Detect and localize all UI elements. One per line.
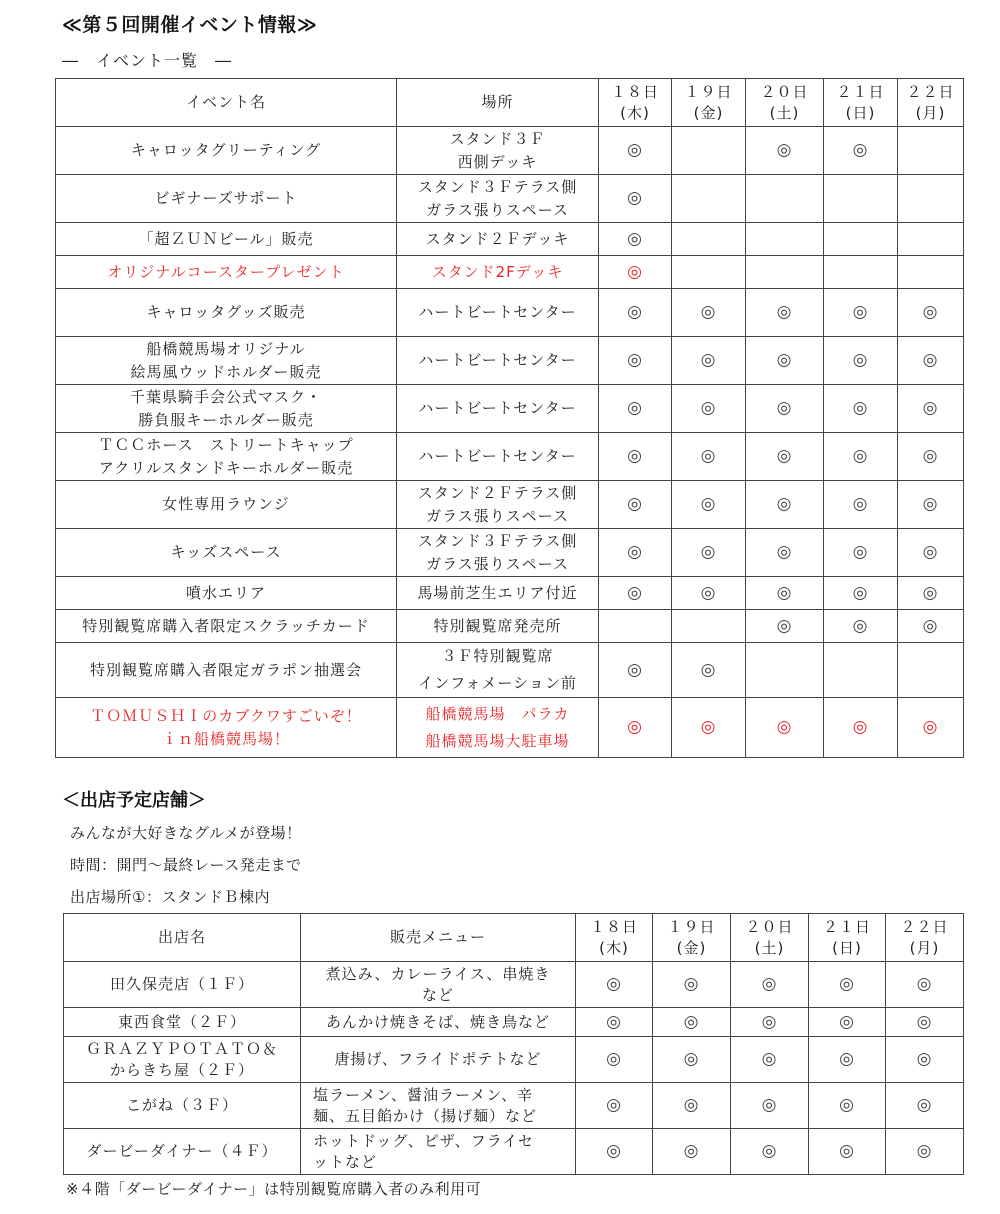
schedule-mark-cell: ◎ [824, 337, 898, 385]
schedule-mark-cell: ◎ [886, 1083, 964, 1129]
schedule-mark-cell [898, 256, 964, 289]
schedule-mark-cell: ◎ [599, 289, 672, 337]
schedule-mark-cell: ◎ [672, 529, 746, 577]
schedule-mark-cell: ◎ [731, 1083, 809, 1129]
line-1: 船橋競馬場オリジナル [146, 339, 306, 358]
line-1: スタンド３Ｆテラス側 [417, 177, 578, 196]
line-1: ＧＲＡＺＹＰＯＴＡＴＯ＆ [85, 1039, 278, 1058]
event-row [56, 481, 964, 529]
schedule-mark-cell: ◎ [599, 481, 672, 529]
schedule-mark-cell: ◎ [576, 1008, 653, 1037]
schedule-mark-cell: ◎ [599, 433, 672, 481]
schedule-mark-cell [824, 643, 898, 698]
shop-row [64, 1083, 964, 1129]
line-1: キャロッタグリーティング [130, 141, 322, 159]
line-1: ＴＯＭＵＳＨＩのカブクワすごいぞ！ [90, 706, 362, 725]
shops-location-line: 出店場所①：スタンドＢ棟内 [70, 888, 270, 906]
schedule-mark-cell: ◎ [746, 385, 824, 433]
schedule-mark-cell: ◎ [898, 698, 964, 758]
header-day: ２１日 (日) [809, 914, 886, 962]
shop-menu-cell [301, 1129, 576, 1175]
event-row [56, 529, 964, 577]
schedule-mark-cell: ◎ [576, 962, 653, 1008]
event-place-cell [397, 529, 599, 577]
line-1: 特別観覧席購入者限定スクラッチカード [82, 616, 370, 635]
line-2: インフォメーション前 [418, 674, 577, 692]
shops-intro-line: みんなが大好きなグルメが登場！ [70, 824, 302, 842]
schedule-mark-cell: ◎ [599, 577, 672, 610]
schedule-mark-cell: ◎ [809, 1008, 886, 1037]
page-title: ≪第５回開催イベント情報≫ [62, 14, 318, 36]
event-place-cell [397, 175, 599, 223]
schedule-mark-cell: ◎ [576, 1037, 653, 1083]
line-1: キッズスペース [170, 543, 282, 561]
event-name-cell [56, 577, 397, 610]
schedule-mark-cell: ◎ [599, 256, 672, 289]
event-name-cell [56, 698, 397, 758]
header-day: ２０日 (土) [731, 914, 809, 962]
schedule-mark-cell: ◎ [886, 1037, 964, 1083]
line-2: 勝負服キーホルダー販売 [138, 410, 314, 429]
event-place-cell [397, 610, 599, 643]
shop-menu-cell [301, 1037, 576, 1083]
line-2: ガラス張りスペース [426, 200, 569, 219]
header-event-name: イベント名 [56, 79, 397, 127]
line-2: ガラス張りスペース [426, 506, 569, 525]
schedule-mark-cell: ◎ [653, 1008, 731, 1037]
schedule-mark-cell: ◎ [886, 1008, 964, 1037]
event-row [56, 433, 964, 481]
line-1: ＴＣＣホース ストリートキャップ [98, 435, 354, 454]
line-1: 噴水エリア [185, 583, 266, 602]
schedule-mark-cell: ◎ [672, 577, 746, 610]
schedule-mark-cell: ◎ [653, 1129, 731, 1175]
line-1: スタンド３Ｆ [449, 129, 546, 148]
line-1: 特別観覧席発売所 [433, 616, 562, 635]
event-row [56, 610, 964, 643]
header-menu: 販売メニュー [301, 914, 576, 962]
event-place-cell [397, 577, 599, 610]
schedule-mark-cell: ◎ [599, 698, 672, 758]
event-row [56, 223, 964, 256]
header-day: ２１日 (日) [824, 79, 898, 127]
schedule-mark-cell: ◎ [672, 481, 746, 529]
header-day: １８日 (木) [599, 79, 672, 127]
line-1: 千葉県騎手会公式マスク・ [129, 387, 322, 406]
event-place-cell [397, 256, 599, 289]
event-place-cell [397, 698, 599, 758]
line-1: スタンド２Ｆテラス側 [417, 483, 578, 502]
shops-heading: ＜出店予定店舗＞ [62, 790, 206, 811]
line-1: スタンド３Ｆテラス側 [417, 531, 578, 550]
schedule-mark-cell: ◎ [746, 127, 824, 175]
line-2: ガラス張りスペース [426, 554, 569, 573]
schedule-mark-cell: ◎ [809, 1083, 886, 1129]
schedule-mark-cell: ◎ [599, 643, 672, 698]
event-row [56, 127, 964, 175]
event-name-cell [56, 529, 397, 577]
event-name-cell [56, 175, 397, 223]
line-1: スタンド２Ｆデッキ [425, 229, 570, 248]
schedule-mark-cell: ◎ [599, 385, 672, 433]
schedule-mark-cell [672, 127, 746, 175]
line-1: 女性専用ラウンジ [162, 495, 290, 513]
schedule-mark-cell: ◎ [746, 481, 824, 529]
schedule-mark-cell: ◎ [653, 962, 731, 1008]
event-name-cell [56, 127, 397, 175]
schedule-mark-cell: ◎ [746, 433, 824, 481]
shop-menu-cell [301, 1008, 576, 1037]
event-place-cell [397, 337, 599, 385]
schedule-mark-cell [746, 643, 824, 698]
schedule-mark-cell: ◎ [599, 127, 672, 175]
schedule-mark-cell [746, 223, 824, 256]
schedule-mark-cell: ◎ [599, 223, 672, 256]
event-place-cell [397, 433, 599, 481]
schedule-mark-cell [898, 643, 964, 698]
schedule-mark-cell [824, 223, 898, 256]
line-1: 塩ラーメン、醤油ラーメン、辛 [313, 1085, 534, 1104]
line-1: ３Ｆ特別観覧席 [441, 647, 554, 665]
header-day: ２２日 (月) [898, 79, 964, 127]
line-2: アクリルスタンドキーホルダー販売 [98, 458, 354, 477]
shop-row [64, 962, 964, 1008]
event-place-cell [397, 223, 599, 256]
schedule-mark-cell: ◎ [731, 1037, 809, 1083]
line-2: 船橋競馬場大駐車場 [425, 731, 570, 750]
shop-menu-cell [301, 1083, 576, 1129]
schedule-mark-cell: ◎ [898, 385, 964, 433]
header-day: １９日 (金) [672, 79, 746, 127]
schedule-mark-cell [672, 256, 746, 289]
header-day: ２０日 (土) [746, 79, 824, 127]
schedule-mark-cell [599, 610, 672, 643]
schedule-mark-cell: ◎ [746, 577, 824, 610]
line-1: ハートビートセンター [418, 447, 577, 465]
schedule-mark-cell: ◎ [824, 610, 898, 643]
schedule-mark-cell: ◎ [672, 433, 746, 481]
section-subtitle: ― イベント一覧 ― [62, 51, 233, 70]
schedule-mark-cell: ◎ [576, 1129, 653, 1175]
schedule-mark-cell: ◎ [809, 962, 886, 1008]
event-name-cell [56, 337, 397, 385]
schedule-mark-cell [898, 223, 964, 256]
line-1: 東西食堂（２Ｆ） [117, 1012, 246, 1031]
shops-hours-line: 時間：開門～最終レース発走まで [70, 856, 302, 874]
line-2: 麺、五目餡かけ（揚げ麺）など [313, 1106, 538, 1125]
line-2: 絵馬風ウッドホルダー販売 [130, 362, 322, 381]
line-1: キャロッタグッズ販売 [146, 303, 306, 321]
line-1: 船橋競馬場 パラカ [425, 704, 570, 723]
line-1: ビギナーズサポート [154, 189, 298, 207]
event-place-cell [397, 643, 599, 698]
schedule-mark-cell: ◎ [898, 577, 964, 610]
schedule-mark-cell [898, 175, 964, 223]
line-1: ハートビートセンター [418, 303, 577, 321]
shop-name-cell [64, 962, 301, 1008]
schedule-mark-cell: ◎ [898, 433, 964, 481]
line-1: 煮込み、カレーライス、串焼き [325, 964, 551, 983]
schedule-mark-cell: ◎ [746, 529, 824, 577]
event-name-cell [56, 481, 397, 529]
header-day: ２２日 (月) [886, 914, 964, 962]
schedule-mark-cell: ◎ [576, 1083, 653, 1129]
line-1: ハートビートセンター [418, 351, 577, 369]
shop-menu-cell [301, 962, 576, 1008]
schedule-mark-cell: ◎ [731, 962, 809, 1008]
schedule-mark-cell: ◎ [599, 529, 672, 577]
line-1: 田久保売店（１Ｆ） [109, 975, 254, 993]
schedule-mark-cell: ◎ [746, 289, 824, 337]
header-place: 場所 [397, 79, 599, 127]
shop-name-cell [64, 1083, 301, 1129]
schedule-mark-cell: ◎ [672, 337, 746, 385]
schedule-mark-cell [824, 256, 898, 289]
event-name-cell [56, 289, 397, 337]
schedule-mark-cell [898, 127, 964, 175]
event-row [56, 577, 964, 610]
schedule-mark-cell: ◎ [809, 1129, 886, 1175]
line-2: ｉｎ船橋競馬場！ [161, 729, 290, 748]
schedule-mark-cell: ◎ [898, 481, 964, 529]
line-1: スタンド2Fデッキ [431, 262, 564, 281]
schedule-mark-cell: ◎ [731, 1129, 809, 1175]
schedule-mark-cell: ◎ [731, 1008, 809, 1037]
line-1: ホットドッグ、ピザ、フライセ [313, 1131, 534, 1150]
schedule-mark-cell [672, 175, 746, 223]
schedule-mark-cell: ◎ [653, 1037, 731, 1083]
line-1: あんかけ焼きそば、焼き鳥など [325, 1012, 550, 1031]
schedule-mark-cell: ◎ [599, 175, 672, 223]
schedule-mark-cell: ◎ [672, 643, 746, 698]
schedule-mark-cell: ◎ [824, 127, 898, 175]
event-name-cell [56, 433, 397, 481]
schedule-mark-cell [672, 610, 746, 643]
schedule-mark-cell: ◎ [824, 385, 898, 433]
schedule-mark-cell: ◎ [746, 610, 824, 643]
schedule-mark-cell: ◎ [886, 962, 964, 1008]
event-place-cell [397, 127, 599, 175]
line-1: オリジナルコースタープレゼント [107, 262, 345, 281]
schedule-mark-cell [672, 223, 746, 256]
schedule-mark-cell: ◎ [672, 698, 746, 758]
event-name-cell [56, 385, 397, 433]
schedule-mark-cell: ◎ [809, 1037, 886, 1083]
events-table [55, 78, 964, 758]
shop-name-cell [64, 1129, 301, 1175]
schedule-mark-cell: ◎ [824, 698, 898, 758]
schedule-mark-cell: ◎ [898, 337, 964, 385]
event-row [56, 175, 964, 223]
shop-name-cell [64, 1008, 301, 1037]
schedule-mark-cell [824, 175, 898, 223]
events-header-row [56, 79, 964, 127]
schedule-mark-cell: ◎ [672, 289, 746, 337]
line-2: 西側デッキ [457, 152, 538, 171]
shop-row [64, 1008, 964, 1037]
schedule-mark-cell [746, 175, 824, 223]
event-name-cell [56, 610, 397, 643]
event-name-cell [56, 643, 397, 698]
schedule-mark-cell: ◎ [898, 610, 964, 643]
line-1: ダービーダイナー（４Ｆ） [86, 1142, 278, 1160]
schedule-mark-cell: ◎ [886, 1129, 964, 1175]
shops-table [63, 913, 964, 1175]
line-1: 唐揚げ、フライドポテトなど [334, 1050, 542, 1068]
shop-name-cell [64, 1037, 301, 1083]
event-place-cell [397, 289, 599, 337]
schedule-mark-cell: ◎ [898, 529, 964, 577]
event-row [56, 385, 964, 433]
line-2: など [421, 985, 454, 1004]
event-row [56, 337, 964, 385]
event-row [56, 256, 964, 289]
event-name-cell [56, 256, 397, 289]
schedule-mark-cell: ◎ [746, 337, 824, 385]
event-row [56, 289, 964, 337]
schedule-mark-cell [746, 256, 824, 289]
shops-header-row [64, 914, 964, 962]
schedule-mark-cell: ◎ [599, 337, 672, 385]
shop-row [64, 1037, 964, 1083]
header-shop-name: 出店名 [64, 914, 301, 962]
schedule-mark-cell: ◎ [824, 529, 898, 577]
line-1: こがね（３Ｆ） [125, 1096, 238, 1114]
line-2: からきち屋（２Ｆ） [109, 1060, 254, 1079]
schedule-mark-cell: ◎ [824, 481, 898, 529]
event-name-cell [56, 223, 397, 256]
event-place-cell [397, 481, 599, 529]
schedule-mark-cell: ◎ [672, 385, 746, 433]
schedule-mark-cell: ◎ [898, 289, 964, 337]
schedule-mark-cell: ◎ [824, 433, 898, 481]
shop-row [64, 1129, 964, 1175]
schedule-mark-cell: ◎ [746, 698, 824, 758]
schedule-mark-cell: ◎ [824, 289, 898, 337]
event-place-cell [397, 385, 599, 433]
header-day: １８日 (木) [576, 914, 653, 962]
event-row [56, 698, 964, 758]
line-1: ハートビートセンター [418, 399, 577, 417]
line-1: 「超ＺＵＮビール」販売 [138, 229, 314, 248]
schedule-mark-cell: ◎ [653, 1083, 731, 1129]
line-1: 馬場前芝生エリア付近 [417, 583, 578, 602]
event-row [56, 643, 964, 698]
header-day: １９日 (金) [653, 914, 731, 962]
schedule-mark-cell: ◎ [824, 577, 898, 610]
line-2: ットなど [313, 1152, 378, 1171]
footnote: ※４階「ダービーダイナー」は特別観覧席購入者のみ利用可 [66, 1180, 482, 1198]
line-1: 特別観覧席購入者限定ガラポン抽選会 [89, 660, 362, 679]
